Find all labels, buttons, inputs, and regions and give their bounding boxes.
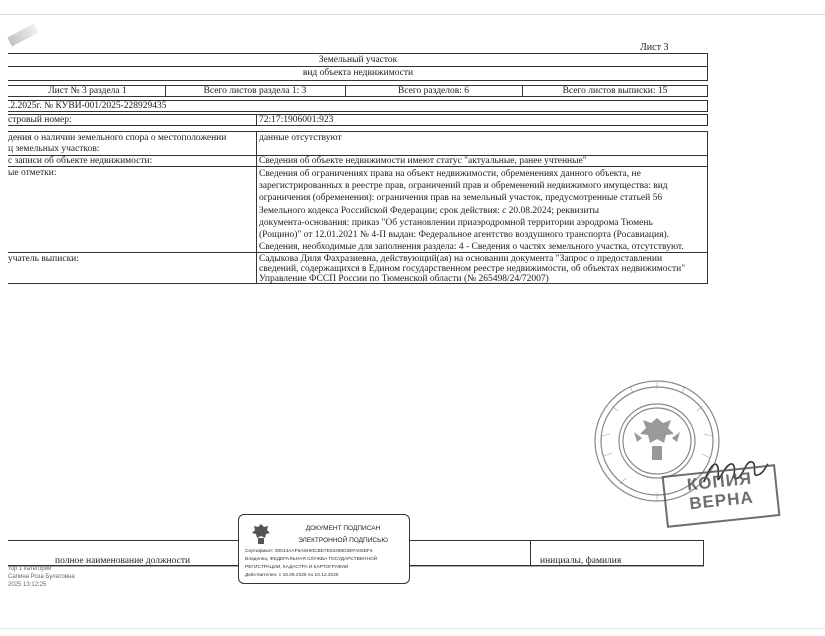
row-value-line: Управление ФССП России по Тюменской области (№ 265498/24/72007) [259,274,549,284]
copy-stamp-line: ВЕРНА [688,487,755,514]
initials-label: инициалы, фамилия [540,556,622,566]
row-value-line: документа-основания: приказ "Об установлении приаэродромной территории аэродрома Тюмень [259,217,653,228]
cadastral-divider [256,114,257,126]
row-label-line: с записи об объекте недвижимости: [8,156,153,166]
object-title: Земельный участок [318,55,398,65]
info-total-extract-sheets: Всего листов выписки: 15 [562,86,668,96]
row-value-line: ограничения (обременения): ограничения прав на земельный участок, предусмотренные статьей 56 [259,193,663,204]
emblem-icon [251,522,271,546]
cadastral-value: 72:17:1906001:923 [259,115,334,125]
scan-edge-top [0,14,825,15]
info-sheet-section: Лист № 3 раздела 1 [48,86,127,96]
scan-smudge [7,24,38,47]
position-label: полное наименование должности [55,556,191,566]
esign-owner: Владелец: ФЕДЕРАЛЬНАЯ СЛУЖБА ГОСУДАРСТВЕННОЙ [245,557,378,562]
row-notes-label [8,168,254,179]
doc-number: .2.2025г. № КУВИ-001/2025-228929435 [8,101,167,111]
esign-owner-cont: РЕГИСТРАЦИИ, КАДАСТРА И КАРТОГРАФИИ [245,565,349,570]
row-value-line: Садыкова Диля Фахразиевна, действующий(ая) на основании документа "Запрос о предоставлении [259,254,663,264]
row-value-line: зарегистрированных в реестре прав, ограничений прав и обременений недвижимого имущества: вид [259,181,668,192]
row-value-line: данные отсутствуют [259,133,342,143]
row-notes-value [259,168,705,253]
electronic-signature-box [238,514,410,584]
copy-stamp-line: КОПИЯ [686,468,753,495]
esign-validity: Действителен: с 16.09.2025 по 10.12.2026 [245,573,339,578]
row-recipient-value [259,254,705,284]
row-value-line: Земельного кодекса Российской Федерации; срок действия: с 20.08.2024; реквизиты [259,205,599,216]
footer-small-line: 2025 13:12:25 [8,582,47,588]
footer-small-line: тор 1 категории [8,566,52,572]
cadastral-label: стровый номер: [8,115,72,125]
row-label-line: дения о наличии земельного спора о местоположении [8,133,227,143]
row-dispute-label [8,133,254,155]
row-label-line: учатель выписки: [8,254,79,264]
row-label-line: ц земельных участков: [8,144,100,155]
row-value-line: (Рощино)" от 12.01.2021 № 4-П выдан: Федеральное агентство воздушного транспорта (Росавиация). [259,230,670,241]
row-status-label [8,156,254,167]
row-recipient-label [8,254,254,265]
esign-title-line: ДОКУМЕНТ ПОДПИСАН [305,525,381,532]
details-column-divider [256,131,257,284]
sheet-label: Лист 3 [640,42,669,53]
header-divider [8,66,708,67]
row-value-line: Сведения, необходимые для заполнения раздела: 4 - Сведения о частях земельного участка, отсутствуют. [259,242,684,253]
copy-verified-stamp [662,464,781,528]
scan-edge-bottom [0,628,825,629]
object-subtitle: вид объекта недвижимости [302,68,414,78]
footer-small-line: Сапина Роза Булатовна [8,574,75,580]
row-value-line: Сведения об объекте недвижимости имеют статус "актуальные, ранее учтенные" [259,156,587,166]
footer-divider [530,540,531,566]
esign-certificate: Сертификат: 00014AAF5A8490CBE7E03498D3EFA05DF4 [245,549,373,554]
info-total-sections: Всего разделов: 6 [397,86,469,96]
row-value-line: Сведения об ограничениях права на объект недвижимости, обременениях данного объекта, не [259,169,641,179]
info-total-section-sheets: Всего листов раздела 1: 3 [203,86,307,96]
row-value-line: сведений, содержащихся в Едином государственном реестре недвижимости, об объектах недвижимости" [259,264,686,274]
cadastral-row [8,114,708,126]
row-dispute-value [259,133,705,144]
esign-title [279,525,407,545]
esign-title-line: ЭЛЕКТРОННОЙ ПОДПИСЬЮ [298,537,388,544]
row-label-line: ые отметки: [8,168,57,178]
row-status-value [259,156,705,167]
